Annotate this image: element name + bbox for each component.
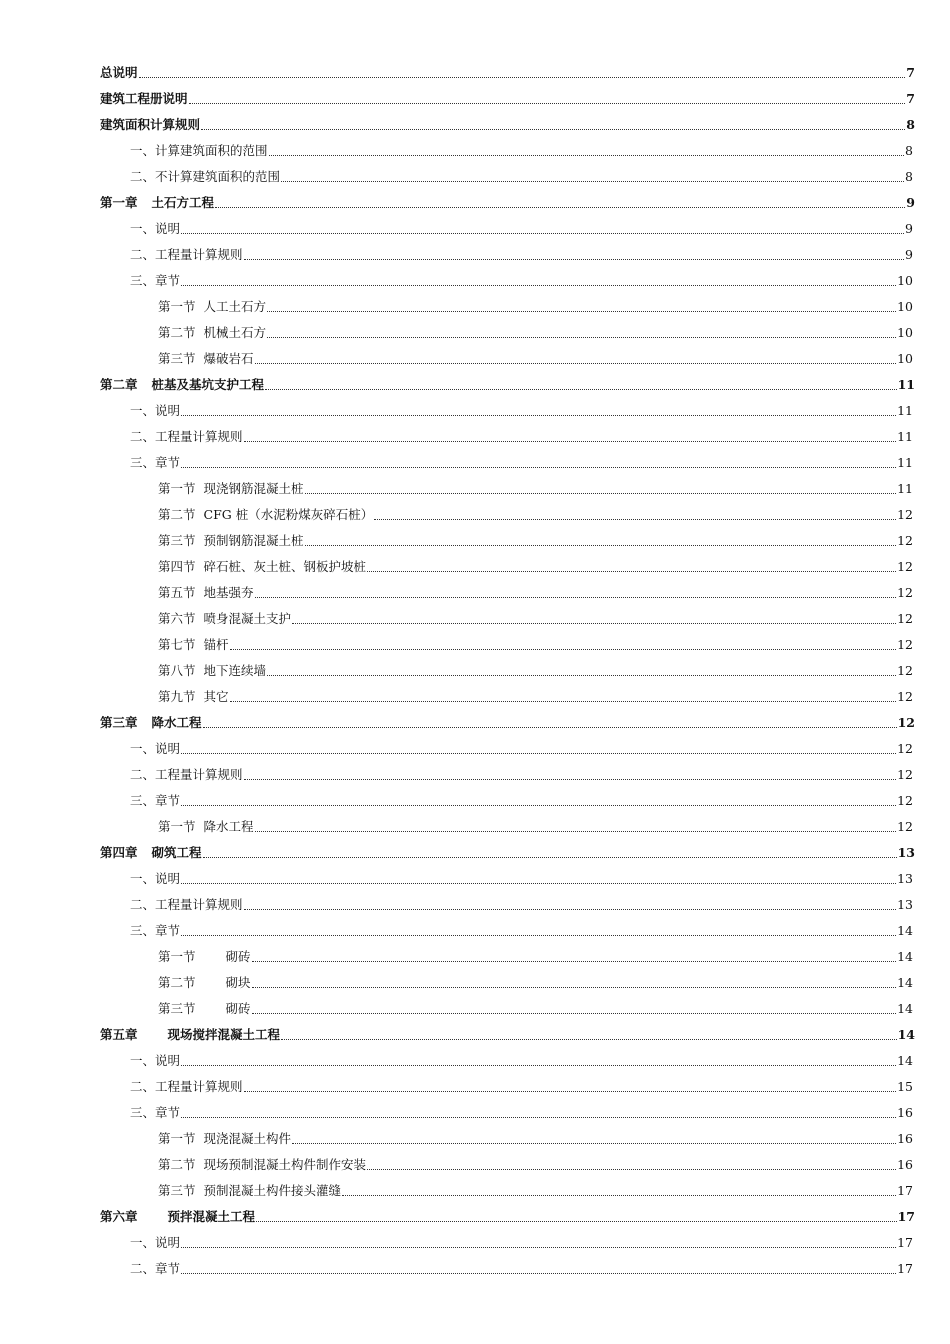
toc-dot-leader	[267, 336, 896, 338]
toc-entry-title: 锚杆	[203, 637, 229, 652]
toc-entry-title: 砌砖	[225, 949, 251, 964]
toc-entry-label: 第四章	[100, 845, 138, 860]
toc-dot-leader	[181, 934, 896, 936]
toc-entry-title: 现场预制混凝土构件制作安装	[203, 1157, 367, 1172]
toc-entry-label: 一、计算建筑面积的范围	[130, 143, 268, 158]
toc-entry-title: 现浇钢筋混凝土桩	[203, 481, 304, 496]
toc-subsection-entry[interactable]	[100, 606, 913, 632]
toc-entry-title: 土石方工程	[151, 195, 215, 210]
toc-section-entry[interactable]	[100, 164, 913, 190]
toc-entry-label: 三、章节	[130, 923, 181, 938]
toc-page-number: 14	[897, 1001, 913, 1016]
toc-entry-title: 砌砖	[225, 1001, 251, 1016]
toc-section-entry[interactable]	[100, 892, 913, 918]
toc-dot-leader	[255, 596, 897, 598]
toc-page-number: 7	[906, 65, 915, 80]
toc-entry-title: 地下连续墙	[203, 663, 267, 678]
toc-section-entry[interactable]	[100, 762, 913, 788]
toc-section-entry[interactable]	[100, 866, 913, 892]
toc-page-number: 12	[897, 819, 913, 834]
toc-page-number: 12	[897, 689, 913, 704]
toc-page-number: 13	[897, 871, 913, 886]
toc-dot-leader	[189, 102, 906, 104]
toc-subsection-entry[interactable]	[100, 320, 913, 346]
toc-entry-label: 第五章	[100, 1027, 138, 1042]
toc-page-number: 16	[897, 1157, 913, 1172]
toc-page-number: 8	[905, 143, 913, 158]
toc-page-number: 10	[897, 273, 913, 288]
toc-dot-leader	[265, 388, 897, 390]
toc-subsection-entry[interactable]	[100, 580, 913, 606]
toc-page-number: 15	[897, 1079, 913, 1094]
toc-subsection-entry[interactable]	[100, 684, 913, 710]
toc-section-entry[interactable]	[100, 1074, 913, 1100]
toc-subsection-entry[interactable]	[100, 1126, 913, 1152]
toc-page-number: 17	[897, 1209, 915, 1224]
toc-entry-title: 其它	[203, 689, 229, 704]
toc-dot-leader	[203, 726, 897, 728]
toc-section-entry[interactable]	[100, 1230, 913, 1256]
toc-page-number: 12	[897, 741, 913, 756]
toc-chapter-entry[interactable]	[100, 1204, 915, 1230]
toc-page-number: 14	[897, 1053, 913, 1068]
toc-entry-label: 第一节	[158, 299, 196, 314]
toc-dot-leader	[201, 128, 905, 130]
toc-section-entry[interactable]	[100, 216, 913, 242]
toc-page-number: 10	[897, 325, 913, 340]
toc-page-number: 12	[897, 793, 913, 808]
toc-entry-title: 降水工程	[203, 819, 254, 834]
toc-entry-label: 第三节	[158, 351, 196, 366]
toc-entry-label: 二、工程量计算规则	[130, 767, 243, 782]
toc-dot-leader	[244, 258, 905, 260]
toc-entry-title: 预制钢筋混凝土桩	[203, 533, 304, 548]
toc-entry-title: 现浇混凝土构件	[203, 1131, 292, 1146]
toc-subsection-entry[interactable]	[100, 502, 913, 528]
toc-entry-label: 第一节	[158, 1131, 196, 1146]
toc-chapter-entry[interactable]	[100, 1022, 915, 1048]
toc-entry-title: 喷身混凝土支护	[203, 611, 292, 626]
toc-page-number: 14	[897, 1027, 915, 1042]
toc-entry-label: 二、工程量计算规则	[130, 1079, 243, 1094]
toc-section-entry[interactable]	[100, 736, 913, 762]
toc-dot-leader	[281, 1038, 897, 1040]
toc-chapter-entry[interactable]	[100, 372, 915, 398]
toc-section-entry[interactable]	[100, 450, 913, 476]
toc-page-number: 12	[897, 533, 913, 548]
toc-page-number: 9	[906, 195, 915, 210]
toc-page-number: 12	[897, 507, 913, 522]
toc-entry-label: 第一章	[100, 195, 138, 210]
toc-dot-leader	[181, 284, 896, 286]
toc-dot-leader	[267, 310, 896, 312]
toc-subsection-entry[interactable]	[100, 814, 913, 840]
toc-page-number: 11	[897, 429, 913, 444]
toc-entry-label: 第三章	[100, 715, 138, 730]
toc-entry-label: 一、说明	[130, 1235, 181, 1250]
toc-entry-label: 一、说明	[130, 871, 181, 886]
toc-page-number: 12	[897, 637, 913, 652]
toc-entry-title: 爆破岩石	[203, 351, 254, 366]
toc-dot-leader	[181, 414, 896, 416]
toc-entry-label: 第三节	[158, 533, 196, 548]
toc-entry-label: 二、工程量计算规则	[130, 429, 243, 444]
toc-dot-leader	[181, 1246, 896, 1248]
toc-entry-label: 二、工程量计算规则	[130, 247, 243, 262]
toc-entry-title: 机械土石方	[203, 325, 267, 340]
toc-dot-leader	[244, 778, 897, 780]
toc-entry-label: 一、说明	[130, 221, 181, 236]
toc-entry-label: 一、说明	[130, 1053, 181, 1068]
toc-page-number: 12	[897, 767, 913, 782]
toc-entry-title: CFG 桩（水泥粉煤灰碎石桩）	[203, 507, 374, 522]
toc-dot-leader	[181, 752, 896, 754]
toc-dot-leader	[367, 570, 896, 572]
toc-subsection-entry[interactable]	[100, 970, 913, 996]
toc-entry-title: 现场搅拌混凝土工程	[167, 1027, 281, 1042]
toc-dot-leader	[181, 882, 896, 884]
toc-page-number: 8	[905, 169, 913, 184]
toc-page-number: 9	[905, 221, 913, 236]
toc-entry-title: 砌块	[225, 975, 251, 990]
toc-page-number: 11	[897, 377, 915, 392]
toc-page-number: 12	[897, 663, 913, 678]
toc-dot-leader	[252, 960, 897, 962]
toc-entry-label: 第二节	[158, 325, 196, 340]
toc-entry-label: 第六节	[158, 611, 196, 626]
toc-entry-title: 预拌混凝土工程	[167, 1209, 256, 1224]
toc-entry-title: 碎石桩、灰土桩、钢板护坡桩	[203, 559, 367, 574]
toc-page-number: 13	[897, 897, 913, 912]
toc-entry-label: 建筑工程册说明	[100, 91, 188, 106]
toc-dot-leader	[230, 700, 897, 702]
toc-page-number: 13	[897, 845, 915, 860]
toc-dot-leader	[281, 180, 904, 182]
toc-dot-leader	[292, 622, 896, 624]
toc-subsection-entry[interactable]	[100, 554, 913, 580]
toc-page-number: 12	[897, 715, 915, 730]
toc-dot-leader	[252, 1012, 897, 1014]
toc-dot-leader	[342, 1194, 896, 1196]
toc-dot-leader	[255, 362, 897, 364]
toc-entry-label: 建筑面积计算规则	[100, 117, 201, 132]
toc-subsection-entry[interactable]	[100, 528, 913, 554]
toc-entry-label: 第三节	[158, 1001, 196, 1016]
toc-section-entry[interactable]	[100, 1048, 913, 1074]
toc-dot-leader	[255, 830, 897, 832]
toc-entry-label: 第五节	[158, 585, 196, 600]
toc-dot-leader	[181, 232, 904, 234]
toc-section-entry[interactable]	[100, 268, 913, 294]
toc-chapter-entry[interactable]	[100, 60, 915, 86]
toc-page-number: 11	[897, 403, 913, 418]
toc-entry-title: 降水工程	[151, 715, 202, 730]
toc-entry-label: 三、章节	[130, 273, 181, 288]
toc-page-number: 12	[897, 585, 913, 600]
toc-dot-leader	[215, 206, 905, 208]
toc-entry-label: 第七节	[158, 637, 196, 652]
toc-entry-label: 三、章节	[130, 455, 181, 470]
toc-entry-label: 第六章	[100, 1209, 138, 1224]
toc-chapter-entry[interactable]	[100, 710, 915, 736]
toc-subsection-entry[interactable]	[100, 1178, 913, 1204]
toc-entry-label: 三、章节	[130, 793, 181, 808]
toc-entry-title: 桩基及基坑支护工程	[151, 377, 265, 392]
toc-subsection-entry[interactable]	[100, 1152, 913, 1178]
toc-dot-leader	[252, 986, 897, 988]
toc-entry-label: 二、章节	[130, 1261, 181, 1276]
toc-entry-label: 一、说明	[130, 403, 181, 418]
toc-dot-leader	[230, 648, 897, 650]
toc-section-entry[interactable]	[100, 1256, 913, 1282]
toc-page-number: 10	[897, 351, 913, 366]
toc-page-number: 14	[897, 923, 913, 938]
toc-subsection-entry[interactable]	[100, 996, 913, 1022]
toc-entry-label: 三、章节	[130, 1105, 181, 1120]
toc-chapter-entry[interactable]	[100, 190, 915, 216]
toc-entry-title: 地基强夯	[203, 585, 254, 600]
toc-entry-title: 砌筑工程	[151, 845, 202, 860]
toc-dot-leader	[292, 1142, 896, 1144]
toc-page-number: 11	[897, 481, 913, 496]
toc-entry-label: 第一节	[158, 819, 196, 834]
table-of-contents	[100, 60, 915, 1282]
toc-entry-label: 第四节	[158, 559, 196, 574]
toc-section-entry[interactable]	[100, 788, 913, 814]
toc-page-number: 14	[897, 949, 913, 964]
toc-entry-label: 第二章	[100, 377, 138, 392]
toc-page-number: 14	[897, 975, 913, 990]
toc-chapter-entry[interactable]	[100, 840, 915, 866]
toc-dot-leader	[244, 1090, 897, 1092]
toc-subsection-entry[interactable]	[100, 294, 913, 320]
toc-page-number: 8	[906, 117, 915, 132]
toc-page-number: 9	[905, 247, 913, 262]
toc-entry-label: 总说明	[100, 65, 138, 80]
toc-entry-label: 二、不计算建筑面积的范围	[130, 169, 281, 184]
toc-dot-leader	[181, 804, 896, 806]
toc-dot-leader	[203, 856, 897, 858]
toc-dot-leader	[244, 908, 897, 910]
toc-dot-leader	[267, 674, 896, 676]
toc-entry-label: 第八节	[158, 663, 196, 678]
toc-dot-leader	[256, 1220, 897, 1222]
toc-section-entry[interactable]	[100, 1100, 913, 1126]
toc-section-entry[interactable]	[100, 398, 913, 424]
toc-page-number: 16	[897, 1105, 913, 1120]
toc-entry-label: 第一节	[158, 949, 196, 964]
toc-dot-leader	[305, 544, 897, 546]
toc-dot-leader	[374, 518, 896, 520]
toc-section-entry[interactable]	[100, 424, 913, 450]
toc-subsection-entry[interactable]	[100, 632, 913, 658]
toc-subsection-entry[interactable]	[100, 476, 913, 502]
toc-page-number: 12	[897, 611, 913, 626]
toc-section-entry[interactable]	[100, 242, 913, 268]
toc-page-number: 16	[897, 1131, 913, 1146]
toc-page-number: 17	[897, 1235, 913, 1250]
toc-dot-leader	[244, 440, 897, 442]
toc-page-number: 17	[897, 1261, 913, 1276]
toc-entry-title: 预制混凝土构件接头灌缝	[203, 1183, 342, 1198]
toc-entry-label: 第九节	[158, 689, 196, 704]
toc-entry-label: 第三节	[158, 1183, 196, 1198]
toc-page-number: 17	[897, 1183, 913, 1198]
toc-page-number: 7	[906, 91, 915, 106]
toc-entry-label: 第二节	[158, 1157, 196, 1172]
toc-page-number: 12	[897, 559, 913, 574]
toc-dot-leader	[181, 1064, 896, 1066]
toc-section-entry[interactable]	[100, 138, 913, 164]
toc-dot-leader	[139, 76, 906, 78]
toc-page-number: 11	[897, 455, 913, 470]
toc-dot-leader	[181, 1272, 896, 1274]
toc-entry-label: 二、工程量计算规则	[130, 897, 243, 912]
toc-subsection-entry[interactable]	[100, 944, 913, 970]
toc-subsection-entry[interactable]	[100, 658, 913, 684]
toc-entry-label: 第二节	[158, 975, 196, 990]
toc-entry-label: 一、说明	[130, 741, 181, 756]
toc-section-entry[interactable]	[100, 918, 913, 944]
toc-subsection-entry[interactable]	[100, 346, 913, 372]
toc-entry-label: 第一节	[158, 481, 196, 496]
toc-dot-leader	[367, 1168, 896, 1170]
toc-chapter-entry[interactable]	[100, 112, 915, 138]
toc-dot-leader	[305, 492, 897, 494]
toc-chapter-entry[interactable]	[100, 86, 915, 112]
toc-entry-label: 第二节	[158, 507, 196, 522]
toc-entry-title: 人工土石方	[203, 299, 267, 314]
toc-dot-leader	[181, 1116, 896, 1118]
toc-dot-leader	[269, 154, 905, 156]
toc-dot-leader	[181, 466, 896, 468]
toc-page-number: 10	[897, 299, 913, 314]
